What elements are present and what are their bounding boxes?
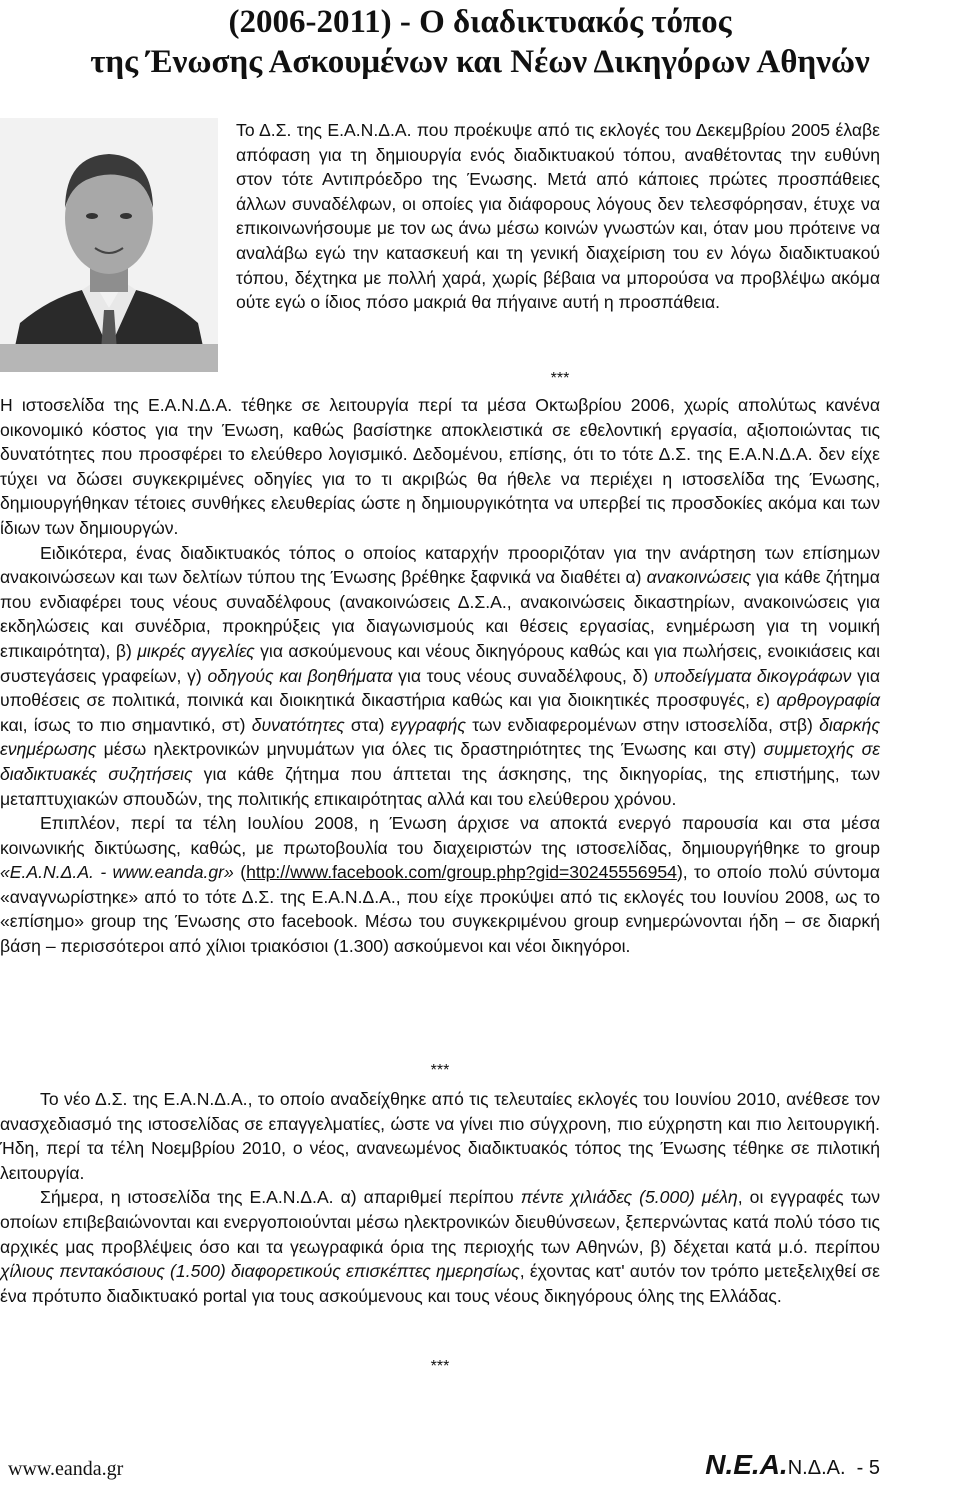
intro-text: Το Δ.Σ. της Ε.Α.Ν.Δ.Α. που προέκυψε από τις εκλογές του Δεκεμβρίου 2005 έλαβε απόφαση για τη δημιουργία ενός διαδικτυακού τόπου, αναθέτοντας την ευθύνη στον τότε Αντιπρόεδρο της Ένωσης. Μετά από κάποιες πρώτες προσπάθειες άλλων συναδέλφων, οι οποίες για διάφορους λόγους δεν τελεσφόρησαν, έτυχε να επικοινωνήσουμε με τον ως άνω μέσω κοινών γνωστών και, όταν μου πρότεινε να αναλάβω εγώ την κατασκευή και τη γενική διαχείριση του εν λόγω διαδικτυακού τόπου, δέχτηκα με πολλή χαρά, χωρίς βέβαια να μπορούσα να προβλέψω ακόμα ούτε εγώ ο ίδιος πόσο μακριά θα πήγαινε αυτή η προσπάθεια. — [236, 120, 880, 313]
text-run: μέσω ηλεκτρονικών μηνυμάτων για όλες τις δραστηριότητες της Ένωσης και στγ) — [96, 739, 764, 760]
italic-run: υποδείγματα δικογράφων — [653, 665, 852, 686]
text-run: Σήμερα, η ιστοσελίδα της Ε.Α.Ν.Δ.Α. α) απαριθμεί περίπου — [40, 1187, 521, 1208]
text-run: Επιπλέον, περί τα τέλη Ιουλίου 2008, η Ένωση άρχισε να αποκτά ενεργό παρουσία και στα μέσα κοινωνικής δικτύωσης, καθώς, με πρωτοβουλία του διαχειριστών της ιστοσελίδας, δημιουργήθηκε το group — [0, 813, 880, 858]
italic-run: πέντε χιλιάδες (5.000) μέλη — [520, 1187, 738, 1208]
separator-stars-1: *** — [550, 370, 570, 387]
photo-caption-bar — [0, 344, 218, 372]
separator-stars-3: *** — [430, 1358, 450, 1375]
section-1 — [0, 393, 880, 959]
text-run: των ενδιαφερομένων στην ιστοσελίδα, στβ) — [465, 714, 820, 735]
brand-suffix: Ν.Δ.Α. — [787, 1457, 846, 1479]
section2-paragraph-1: Το νέο Δ.Σ. της Ε.Α.Ν.Δ.Α., το οποίο αναδείχθηκε από τις τελευταίες εκλογές του Ιουνίου 2010, ανέθεσε τον ανασχεδιασμό της ιστοσελίδας σε επαγγελματίες, ώστε να γίνει πιο σύγχρονη, πιο εύχρηστη και πιο λειτουργική. Ήδη, περί τα τέλη Νοεμβρίου 2010, ο νέος, ανανεωμένος διαδικτυακός τόπος της Ένωσης τέθηκε σε πιλοτική λειτουργία. — [0, 1089, 880, 1183]
text-run: για κάθε ζήτημα που άπτεται της άσκησης, της δικηγορίας, της επιστήμης, των μεταπτυχιακών σπουδών, της πολιτικής επικαιρότητας αλλά και του ελεύθερου χρόνου. — [0, 763, 880, 809]
section-2 — [0, 1087, 880, 1308]
separator-stars-2: *** — [430, 1062, 450, 1079]
author-photo — [0, 118, 218, 370]
text-run: και, ίσως το πιο σημαντικό, στ) — [0, 714, 252, 735]
text-run: για κάθε ζήτημα που ενδιαφέρει τους νέους συναδέλφους (ανακοινώσεις Δ.Σ.Α., ανακοινώσεις δικαστηρίων, ανακοινώσεις για εκδηλώσεις και συνέδρια, προκηρύξεις για διαγωνισμούς και θέσεις εργασίας, ενημέρωση για τη νομική επικαιρότητα), β) — [0, 567, 880, 661]
page-number: - 5 — [856, 1457, 880, 1479]
nea-logo: Ν.Ε.Α. — [705, 1449, 788, 1480]
italic-run: οδηγούς και βοηθήματα — [207, 665, 393, 686]
italic-run: διαρκής ενημέρωσης — [0, 714, 880, 760]
intro-paragraph — [236, 118, 880, 315]
text-run: για τους νέους συναδέλφους, δ) — [392, 665, 654, 686]
section1-paragraph-1: Η ιστοσελίδα της Ε.Α.Ν.Δ.Α. τέθηκε σε λειτουργία περί τα μέσα Οκτωβρίου 2006, χωρίς απολύτως κανένα οικονομικό κόστος για την Ένωση, καθώς βασίστηκε αποκλειστικά σε εθελοντική εργασία, αξιοποιώντας τις δυνατότητες που προσφέρει το ελεύθερο λογισμικό. Δεδομένου, επίσης, ότι το τότε Δ.Σ. της Ε.Α.Ν.Δ.Α. δεν είχε τύχει να δώσει συγκεκριμένες οδηγίες για το τι ακριβώς θα ήθελε να περιέχει η ιστοσελίδα της Ένωσης, δημιουργήθηκαν τέτοιες συνθήκες ελευθερίας ώστε η δημιουργικότητα να υπερβεί τις προσδοκίες ακόμα και των ίδιων των δημιουργών. — [0, 395, 880, 538]
section1-paragraph-2 — [0, 541, 880, 812]
footer-page-info — [705, 1449, 880, 1481]
text-run: , έχοντας κατ' αυτόν τον τρόπο μετεξελιχθεί σε ένα πρότυπο διαδικτυακό portal για τους ασκούμενους και τους νέους δικηγόρους όλης της Ελλάδας. — [0, 1261, 881, 1306]
text-run: , οι εγγραφές των οποίων επιβεβαιώνονται και ενεργοποιούνται μέσω ηλεκτρονικών διευθύνσεων, ξεπερνώντας κατά πολύ τόσο τις αρχικές μας προβλέψεις όσο και τα γεωγραφικά όρια της περιοχής των Αθηνών, β) δέχεται κατά μ.ό. περίπου — [0, 1187, 880, 1257]
page-title — [0, 2, 960, 82]
text-run: για ασκούμενους και νέους δικηγόρους καθώς και για πωλήσεις, ενοικιάσεις και συστεγάσεις γραφείων, γ) — [0, 640, 880, 686]
italic-run: ανακοινώσεις — [646, 567, 752, 588]
italic-run: δυνατότητες — [251, 714, 345, 735]
title-line-1: (2006-2011) - Ο διαδικτυακός τόπος — [228, 4, 732, 40]
text-run: ), το οποίο πολύ σύντομα «αναγνωρίστηκε» από το τότε Δ.Σ. της Ε.Α.Ν.Δ.Α., που είχε προκύψει από τις εκλογές του Ιουνίου 2008, ως το «επίσημο» group της Ένωσης στο facebook. Μέσω του συγκεκριμένου group ενημερώνονται ήδη – σε διαρκή βάση – περισσότεροι από χίλιοι τριακόσιοι (1.300) ασκούμενοι και νέοι δικηγόροι. — [0, 862, 880, 957]
section1-paragraph-3 — [0, 811, 880, 959]
text-run: Ειδικότερα, ένας διαδικτυακός τόπος ο οποίος καταρχήν προοριζόταν για την ανάρτηση των επίσημων ανακοινώσεων και των δελτίων τύπου της Ένωσης βρέθηκε ξαφνικά να διαθέτει α) — [0, 542, 880, 588]
text-run: στα) — [344, 714, 391, 735]
italic-run: χίλιους πεντακόσιους (1.500) διαφορετικούς επισκέπτες ημερησίως — [0, 1261, 520, 1282]
italic-run: εγγραφής — [390, 714, 466, 735]
text-run: για υποθέσεις σε πολιτικά, ποινικά και διοικητικά δικαστήρια καθώς και για διοικητικές προσφυγές, ε) — [0, 665, 881, 711]
footer-website: www.eanda.gr — [8, 1458, 124, 1480]
section2-paragraph-2 — [0, 1185, 880, 1308]
italic-run: μικρές αγγελίες — [137, 640, 255, 661]
facebook-group-link[interactable]: http://www.facebook.com/group.php?gid=30245556954 — [246, 862, 677, 883]
text-run: ( — [233, 862, 247, 883]
italic-run: αρθρογραφία — [776, 690, 880, 711]
title-line-2: της Ένωσης Ασκουμένων και Νέων Δικηγόρων Αθηνών — [90, 44, 870, 80]
italic-run: συμμετοχής σε διαδικτυακές συζητήσεις — [0, 739, 880, 784]
italic-run: «Ε.Α.Ν.Δ.Α. - www.eanda.gr» — [0, 862, 234, 883]
portrait-image — [0, 118, 218, 370]
